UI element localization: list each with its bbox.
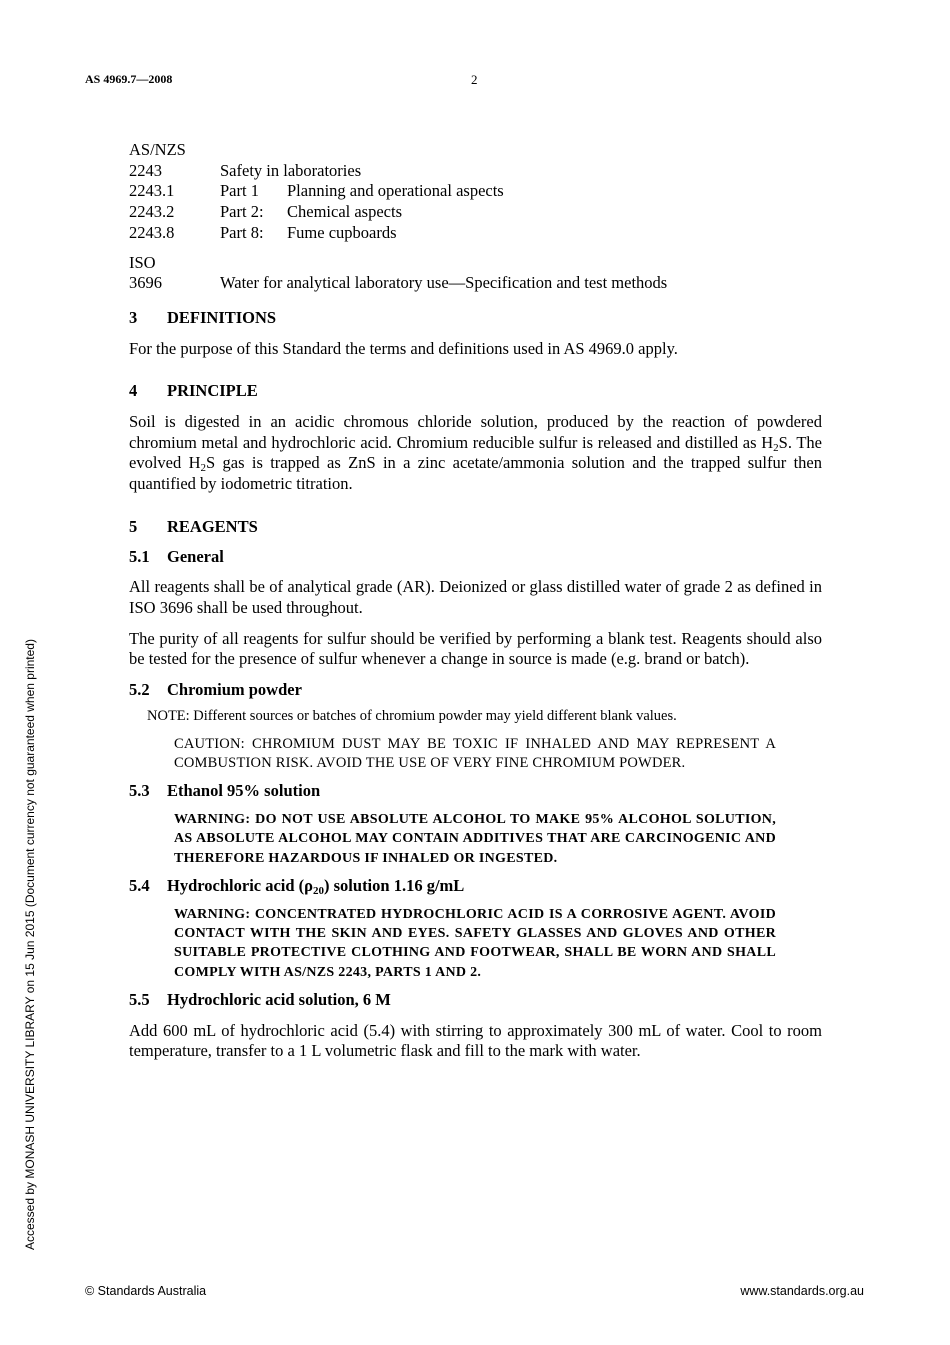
reference-number: 3696: [129, 273, 162, 293]
asnzs-references: [129, 140, 822, 244]
reference-number: 2243.2: [129, 202, 175, 222]
general-paragraph-1: All reagents shall be of analytical grade (AR). Deionized or glass distilled water of grade 2 as defined in ISO 3696 shall be used throughout.: [129, 577, 822, 617]
reference-title: Safety in laboratories: [220, 160, 362, 180]
section-heading-definitions: 3 DEFINITIONS: [129, 307, 277, 327]
section-heading-principle: 4 PRINCIPLE: [129, 381, 258, 401]
website-footer: www.standards.org.au: [740, 1284, 864, 1298]
chromium-note: NOTE: Different sources or batches of chromium powder may yield different blank values.: [147, 707, 677, 724]
reference-title: Chemical aspects: [287, 202, 403, 222]
subsection-heading-hydrochloric-acid: 5.4 Hydrochloric acid $(\rho_{20})$ solution 1.16 g/mL: [129, 875, 465, 897]
iso-heading: ISO: [129, 252, 156, 272]
reference-row: [129, 223, 822, 244]
hydrochloric-acid-6m-text: Add 600 mL of hydrochloric acid (5.4) with stirring to approximately 300 mL of water. Cool to room temperature, transfer to a 1 L volumetric flask and fill to the mark with water.: [129, 1020, 822, 1061]
reference-title: Water for analytical laboratory use—Specification and test methods: [220, 273, 668, 293]
reference-row: [129, 202, 822, 223]
reference-title: Planning and operational aspects: [287, 181, 504, 201]
hydrochloric-acid-warning: WARNING: CONCENTRATED HYDROCHLORIC ACID IS A CORROSIVE AGENT. AVOID CONTACT WITH THE SKIN AND EYES. SAFETY GLASSES AND GLOVES AND OTHER SUITABLE PROTECTIVE CLOTHING AND FOOTWEAR, SHALL BE WORN AND SHALL COMPLY WITH AS/NZS 2243, PARTS 1 AND 2.: [174, 906, 776, 980]
reference-part: Part 2:: [220, 202, 264, 222]
reference-number: 2243.8: [129, 222, 175, 242]
subsection-heading-hydrochloric-acid-6m: 5.5 Hydrochloric acid solution, 6 M: [129, 989, 391, 1009]
section-heading-reagents: 5 REAGENTS: [129, 516, 258, 536]
access-watermark: Accessed by MONASH UNIVERSITY LIBRARY on 15 Jun 2015 (Document currency not guaranteed when printed): [23, 639, 37, 1250]
reference-part: Part 8:: [220, 222, 264, 242]
principle-text: Soil is digested in an acidic chromous chloride solution, produced by the reaction of powdered chromium metal and hydrochloric acid. Chromium reducible sulfur is released and distilled as $H_2S$. The evolved $H_2S$ gas is trapped as ZnS in a zinc acetate/ammonia solution and the trapped sulfur then quantified by iodometric titration.: [129, 412, 822, 494]
reference-part: Part 1: [220, 181, 259, 201]
page-number: 2: [471, 72, 478, 87]
ethanol-warning: WARNING: DO NOT USE ABSOLUTE ALCOHOL TO MAKE 95% ALCOHOL SOLUTION, AS ABSOLUTE ALCOHOL MAY CONTAIN ADDITIVES THAT ARE CARCINOGENIC AND THEREFORE HAZARDOUS IF INHALED OR INGESTED.: [174, 812, 776, 866]
reference-title: Fume cupboards: [287, 222, 397, 242]
general-paragraph-2: The purity of all reagents for sulfur should be verified by performing a blank test. Reagents should also be tested for the presence of sulfur whenever a change in source is made (e.g. brand or batch).: [129, 628, 822, 669]
reference-row: [129, 161, 822, 182]
reference-number: 2243.1: [129, 181, 175, 201]
reference-row: [129, 273, 822, 294]
iso-references: [129, 253, 822, 294]
page-content: [129, 140, 822, 1062]
reference-row: [129, 181, 822, 202]
chromium-caution: CAUTION: CHROMIUM DUST MAY BE TOXIC IF INHALED AND MAY REPRESENT A COMBUSTION RISK. AVOID THE USE OF VERY FINE CHROMIUM POWDER.: [174, 735, 776, 772]
subsection-heading-ethanol: 5.3 Ethanol 95% solution: [129, 781, 321, 801]
subsection-heading-chromium-powder: 5.2 Chromium powder: [129, 680, 302, 700]
document-code: AS 4969.7—2008: [85, 72, 173, 86]
asnzs-heading: AS/NZS: [129, 140, 186, 159]
subsection-heading-general: 5.1 General: [129, 546, 224, 566]
reference-number: 2243: [129, 160, 162, 180]
copyright-footer: © Standards Australia: [85, 1284, 207, 1298]
definitions-text: For the purpose of this Standard the terms and definitions used in AS 4969.0 apply.: [129, 338, 678, 358]
